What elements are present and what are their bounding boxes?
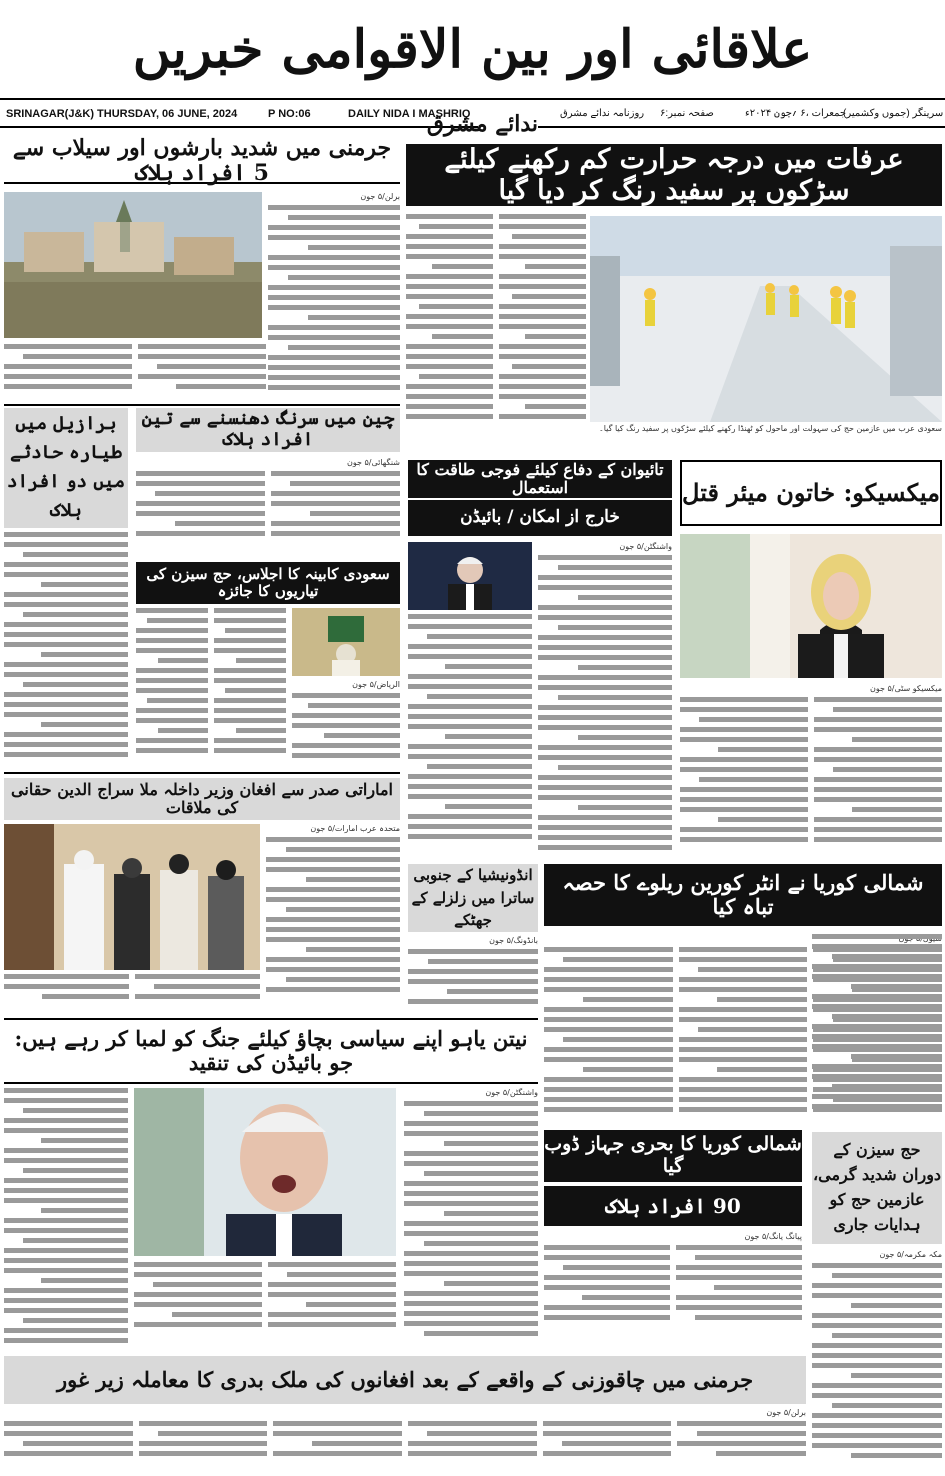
indonesia-dateline: بانڈونگ/۵ جون [489, 936, 538, 945]
uae-dateline: متحدہ عرب امارات/۵ جون [310, 824, 400, 833]
arafat-headline: عرفات میں درجہ حرارت کم رکھنے کیلئے سڑکوں پر سفید رنگ کر دیا گیا [406, 144, 942, 206]
taiwan-subhead: خارج از امکان / بائیڈن [408, 500, 672, 536]
nkorea-ship-subhead: 90 افراد ہلاک [544, 1186, 802, 1226]
urdu-page-number: صفحہ نمبر:۶ [660, 108, 714, 119]
china-body [136, 458, 400, 558]
urdu-city: سرینگر (جموں وکشمیر) [843, 108, 944, 119]
biden-photo [134, 1088, 396, 1256]
germany-floods-photo [4, 192, 262, 338]
biden-body-right [404, 1088, 538, 1350]
mexico-body [680, 684, 942, 858]
germany-floods-body [268, 192, 400, 402]
taiwan-photo [408, 542, 532, 610]
saudi-cabinet-body [136, 608, 286, 768]
saudi-cabinet-dateline: الریاض/۵ جون [352, 680, 400, 689]
indonesia-body [408, 936, 538, 1012]
uae-headline: اماراتی صدر سے افغان وزیر داخلہ ملا سراج الدین حقانی کی ملاقات [4, 778, 400, 820]
taiwan-headline: تائیوان کے دفاع کیلئے فوجی طاقت کا استعمال [408, 460, 672, 498]
divider [4, 772, 400, 774]
biden-body-bottom [134, 1262, 396, 1350]
saudi-cabinet-photo [292, 608, 400, 676]
info-bar [0, 98, 945, 137]
masthead-title: علاقائی اور بین الاقوامی خبریں [132, 18, 813, 80]
indonesia-headline: انڈونیشیا کے جنوبی ساترا میں زلزلے کے جھٹکے [408, 864, 538, 932]
nkorea-rail-headline: شمالی کوریا نے انٹر کورین ریلوے کا حصہ تباہ کیا [544, 864, 942, 926]
divider [4, 404, 400, 406]
germany-floods-body-2 [4, 344, 266, 402]
paper-logo: ندائے مشرق [478, 108, 538, 142]
germany-afghans-body [4, 1408, 806, 1472]
germany-afghans-dateline: برلن/۵ جون [766, 1408, 806, 1417]
hajj-body [812, 1250, 942, 1470]
saudi-cabinet-headline: سعودی کابینہ کا اجلاس، حج سیزن کی تیاریوں کا جائزہ [136, 562, 400, 604]
nkorea-ship-dateline: پیانگ یانگ/۵ جون [744, 1232, 802, 1241]
biden-body-left [4, 1088, 128, 1350]
mexico-headline: میکسیکو: خاتون میئر قتل [680, 460, 942, 526]
masthead [0, 0, 945, 98]
nkorea-rail-body-right [812, 934, 942, 1126]
uae-body [266, 824, 400, 1004]
hajj-dateline: مکہ مکرمہ/۵ جون [879, 1250, 942, 1259]
arafat-body [406, 214, 586, 446]
urdu-paper-name: روزنامہ ندائے مشرق [560, 108, 645, 119]
mexico-dateline: میکسیکو سٹی/۵ جون [869, 684, 942, 693]
china-dateline: شنگھائی/۵ جون [346, 458, 400, 467]
mexico-photo [680, 534, 942, 678]
biden-dateline: واشنگٹن/۵ جون [485, 1088, 538, 1097]
urdu-date: جمعرات ،۶ ؍جون ۲۰۲۴ء [745, 108, 847, 119]
germany-floods-dateline: برلن/۵ جون [360, 192, 400, 201]
paper-name: DAILY NIDA I MASHRIQ [348, 108, 471, 120]
uae-photo [4, 824, 260, 970]
uae-body-2 [4, 974, 260, 1010]
hajj-headline: حج سیزن کے دوران شدید گرمی، عازمین حج کو ہدایات جاری [812, 1132, 942, 1244]
arafat-photo [590, 216, 942, 422]
arafat-caption: سعودی عرب میں عازمین حج کی سہولت اور ماحول کو ٹھنڈا رکھنے کیلئے سڑکوں پر سفید رنگ کیا گیا۔ [599, 424, 942, 433]
taiwan-dateline: واشنگٹن/۵ جون [619, 542, 672, 551]
nkorea-ship-body [544, 1232, 802, 1350]
dateline-english: SRINAGAR(J&K) THURSDAY, 06 JUNE, 2024 [6, 108, 238, 120]
biden-headline: نیتن یاہو اپنے سیاسی بچاؤ کیلئے جنگ کو لمبا کر رہے ہیں: جو بائیڈن کی تنقید [4, 1018, 538, 1084]
page-number: P NO:06 [268, 108, 311, 120]
germany-afghans-headline: جرمنی میں چاقوزنی کے واقعے کے بعد افغانوں کی ملک بدری کا معاملہ زیر غور [4, 1356, 806, 1404]
nkorea-ship-headline: شمالی کوریا کا بحری جہاز ڈوب گیا [544, 1130, 802, 1182]
brazil-body [4, 532, 128, 768]
taiwan-body [538, 542, 672, 858]
china-headline: چین میں سرنگ دھنسنے سے تین افراد ہلاک [136, 408, 400, 452]
brazil-headline: برازیل میں طیارہ حادثے میں دو افراد ہلاک [4, 408, 128, 528]
saudi-cabinet-body-right [292, 680, 400, 768]
taiwan-body-2 [408, 614, 532, 858]
germany-floods-headline: جرمنی میں شدید بارشوں اور سیلاب سے 5 افراد ہلاک [4, 140, 400, 184]
